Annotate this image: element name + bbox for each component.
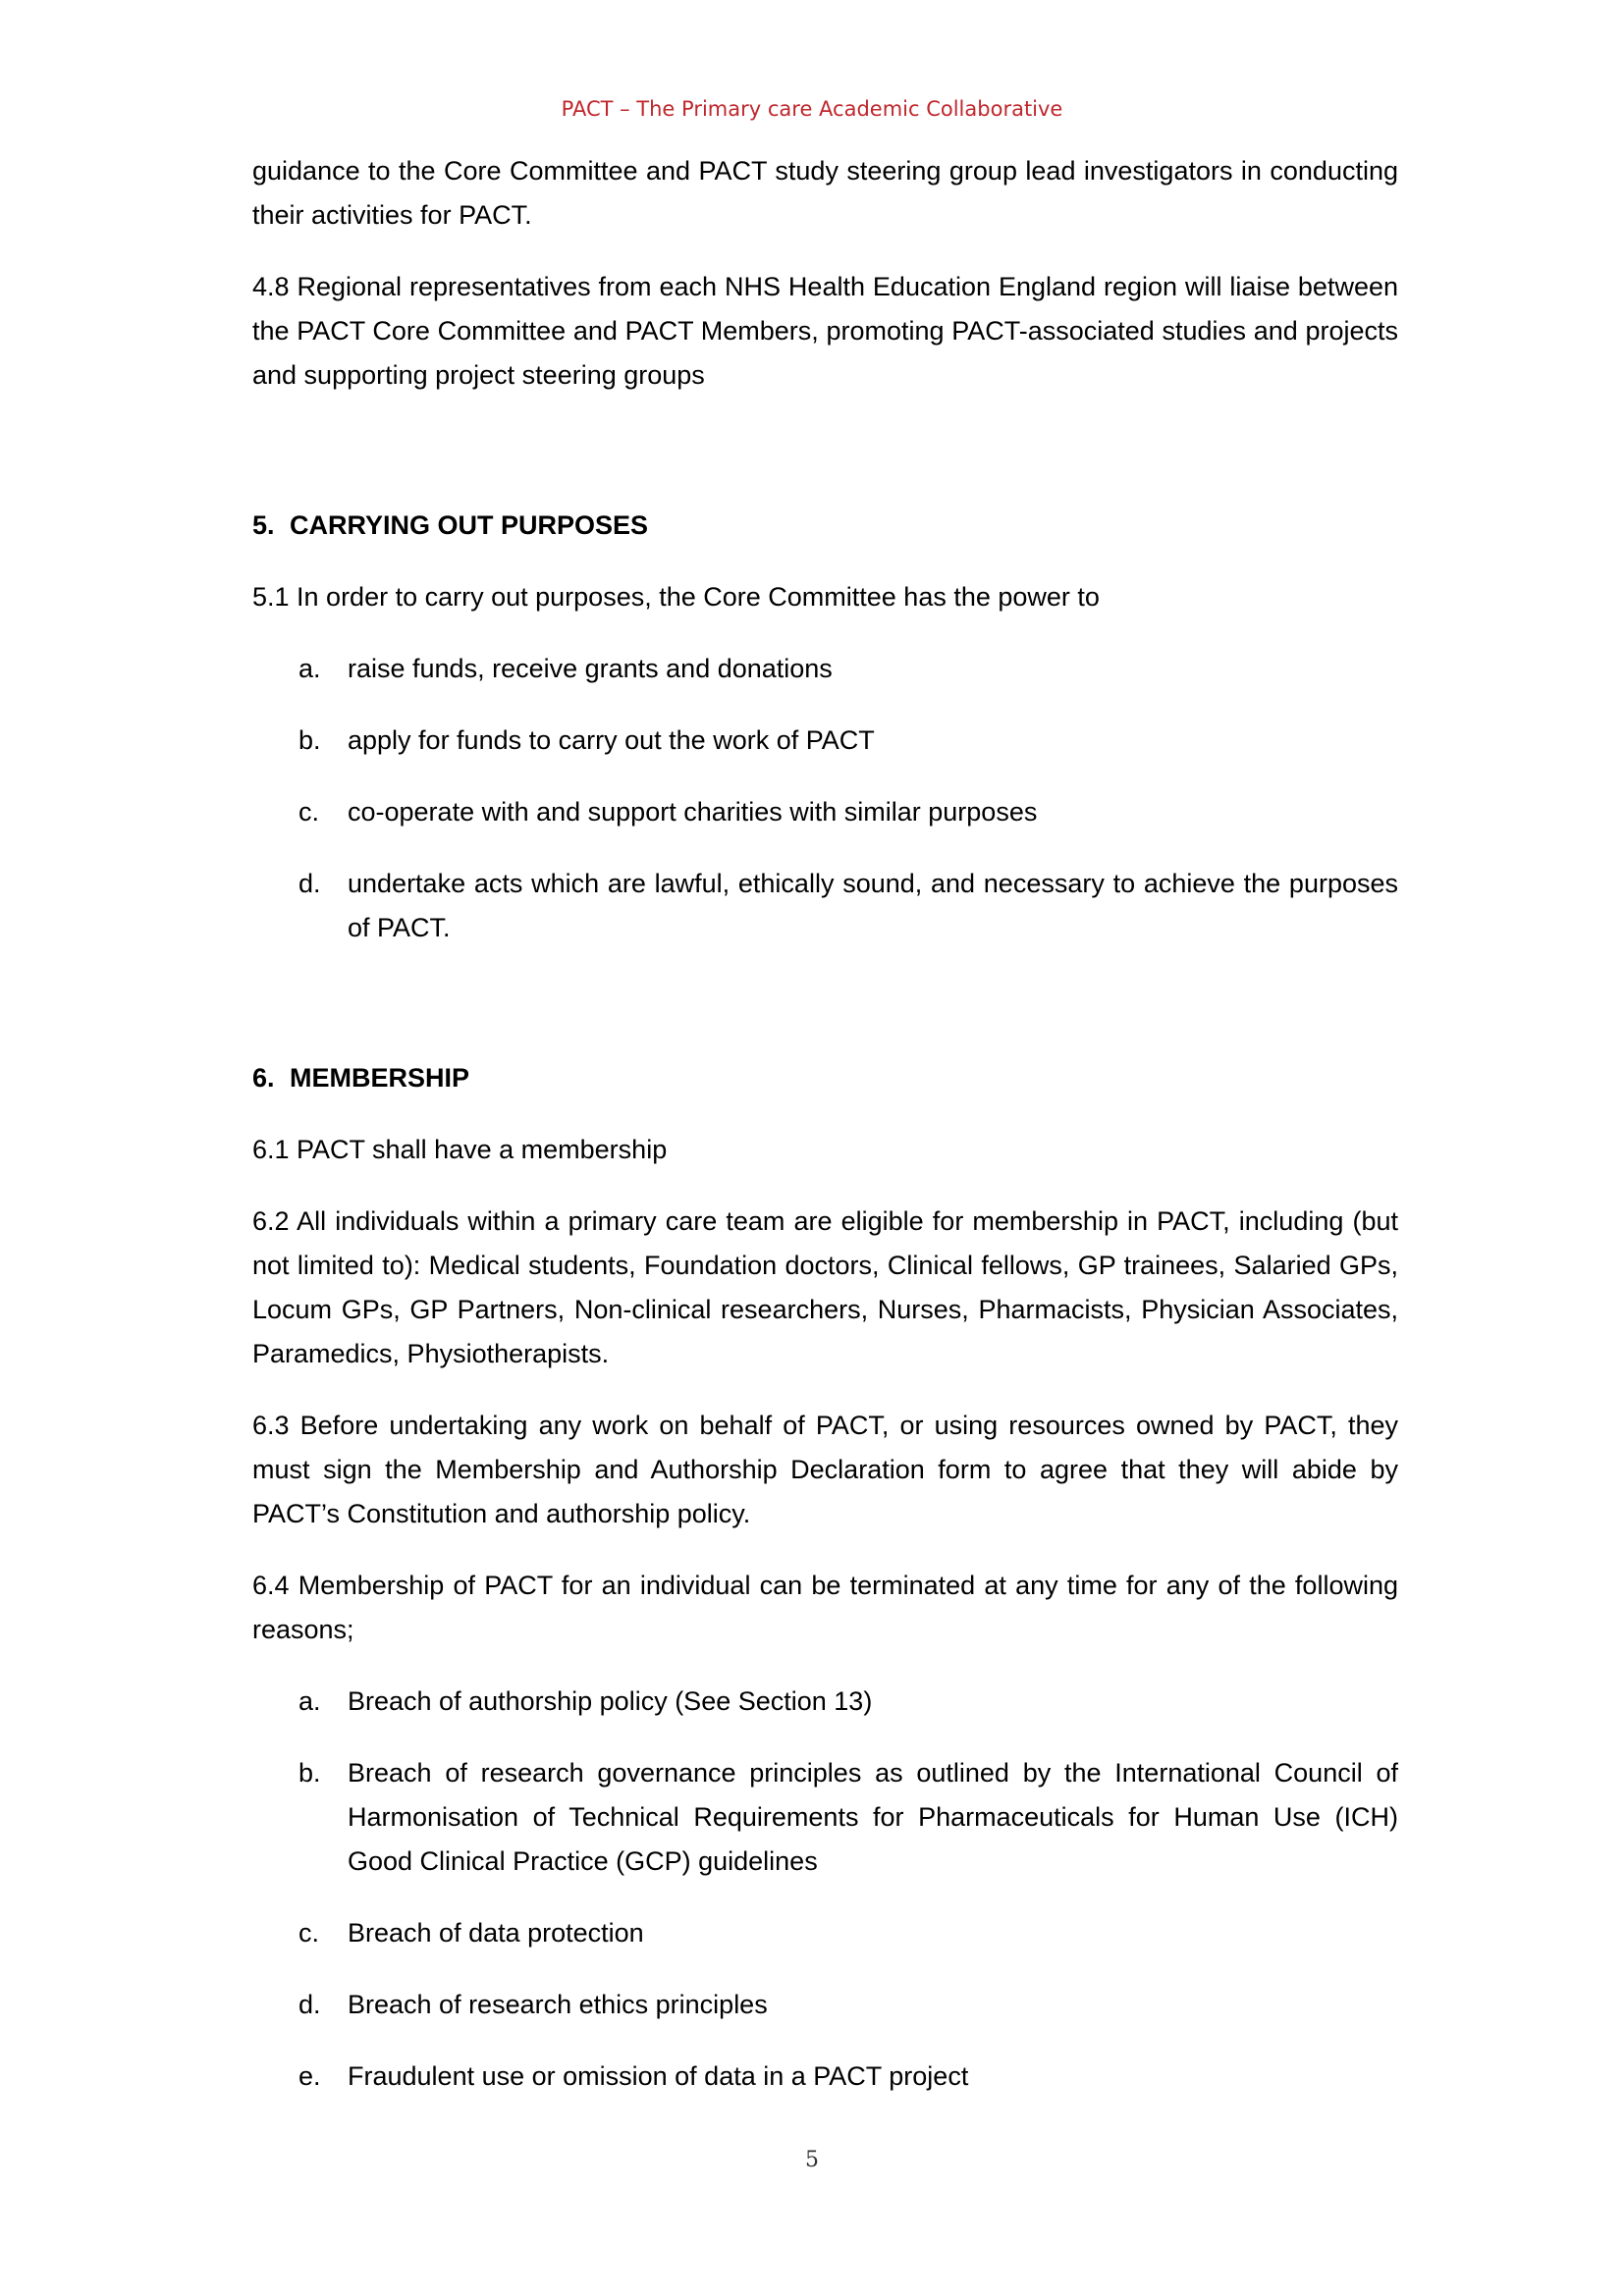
paragraph-6-3: 6.3 Before undertaking any work on behalf of PACT, or using resources owned by PACT, they must sign the Membership and Authorship Declaration form to agree that they will abide by PACT’s Constitution and authorship policy. <box>252 1411 1398 1528</box>
list-item <box>252 862 1398 950</box>
list-marker: e. <box>298 2061 321 2091</box>
section-6-heading <box>252 1056 1398 1100</box>
list-marker: c. <box>298 797 320 827</box>
list-item <box>252 2055 1398 2099</box>
list-item <box>252 790 1398 834</box>
section-spacer <box>252 978 1398 1056</box>
section-6-title: MEMBERSHIP <box>290 1063 470 1093</box>
list-marker: a. <box>298 1686 321 1716</box>
list-marker: b. <box>298 725 321 755</box>
paragraph-6-2: 6.2 All individuals within a primary care team are eligible for membership in PACT, including (but not limited to): Medical students, Foundation doctors, Clinical fellows, GP trainees, Salaried GPs, Locum GPs, GP Partners, Non-clinical researchers, Nurses, Pharmacists, Physician Associates, Paramedics, Physiotherapists. <box>252 1206 1398 1368</box>
paragraph-6-4: 6.4 Membership of PACT for an individual can be terminated at any time for any of the following reasons; <box>252 1571 1398 1644</box>
paragraph-4-7-continued: guidance to the Core Committee and PACT study steering group lead investigators in conducting their activities for PACT. <box>252 156 1398 230</box>
paragraph-4-8: 4.8 Regional representatives from each NHS Health Education England region will liaise between the PACT Core Committee and PACT Members, promoting PACT-associated studies and projects and supporting project steering groups <box>252 272 1398 390</box>
section-6-list <box>252 1680 1398 2099</box>
section-5-heading <box>252 504 1398 548</box>
list-item-text: undertake acts which are lawful, ethically sound, and necessary to achieve the purposes of PACT. <box>348 869 1398 942</box>
list-marker: b. <box>298 1758 321 1788</box>
list-item-text: Breach of research governance principles as outlined by the International Council of Harmonisation of Technical Requirements for Pharmaceuticals for Human Use (ICH) Good Clinical Practice (GCP) guidelines <box>348 1758 1398 1876</box>
list-marker: c. <box>298 1918 320 1948</box>
document-body <box>252 149 1398 2126</box>
section-5-list <box>252 647 1398 950</box>
section-5-title: CARRYING OUT PURPOSES <box>290 510 649 540</box>
list-item-text: co-operate with and support charities with similar purposes <box>348 797 1038 827</box>
list-item <box>252 647 1398 691</box>
paragraph-5-1: 5.1 In order to carry out purposes, the Core Committee has the power to <box>252 582 1100 612</box>
list-item-text: raise funds, receive grants and donations <box>348 654 833 683</box>
list-marker: d. <box>298 1990 321 2019</box>
list-item <box>252 1983 1398 2027</box>
list-item-text: apply for funds to carry out the work of PACT <box>348 725 875 755</box>
list-item-text: Fraudulent use or omission of data in a PACT project <box>348 2061 969 2091</box>
list-item-text: Breach of data protection <box>348 1918 644 1948</box>
section-spacer <box>252 425 1398 504</box>
section-5-number: 5. <box>252 510 275 540</box>
list-item <box>252 1680 1398 1724</box>
paragraph-6-1: 6.1 PACT shall have a membership <box>252 1135 668 1164</box>
list-marker: a. <box>298 654 321 683</box>
list-item-text: Breach of authorship policy (See Section 13) <box>348 1686 873 1716</box>
running-header: PACT – The Primary care Academic Collaborative <box>561 97 1063 121</box>
section-6-number: 6. <box>252 1063 275 1093</box>
list-item <box>252 719 1398 763</box>
list-item <box>252 1751 1398 1884</box>
list-item-text: Breach of research ethics principles <box>348 1990 768 2019</box>
list-item <box>252 1911 1398 1955</box>
list-marker: d. <box>298 869 321 898</box>
page-number: 5 <box>805 2148 819 2172</box>
